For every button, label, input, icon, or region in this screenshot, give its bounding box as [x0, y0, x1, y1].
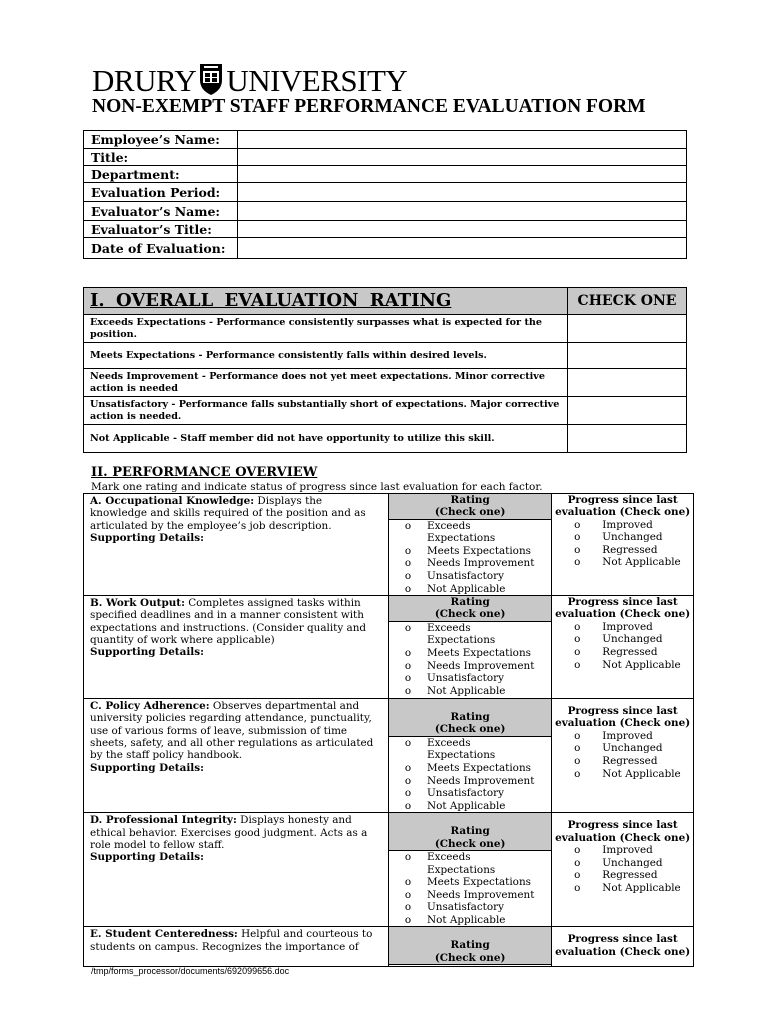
rating-option-label: Not Applicable: [427, 913, 506, 926]
progress-cell: [552, 494, 694, 596]
rating-option[interactable]: [389, 583, 551, 596]
radio-bullet-icon[interactable]: o: [404, 582, 412, 595]
rating-header: [389, 699, 551, 737]
rating-option[interactable]: [389, 520, 551, 533]
radio-bullet-icon[interactable]: o: [404, 569, 412, 582]
factor-row: [84, 813, 694, 927]
rating-option[interactable]: [389, 557, 551, 570]
progress-option-label: Improved: [602, 620, 653, 633]
progress-option-label: Regressed: [602, 543, 658, 556]
info-label: Evaluator’s Name:: [84, 202, 238, 221]
overall-check-box[interactable]: [568, 315, 687, 343]
factor-title: C. Policy Adherence:: [90, 700, 210, 713]
progress-option[interactable]: [552, 519, 693, 532]
factor-row: [84, 699, 694, 813]
radio-bullet-icon[interactable]: o: [404, 901, 412, 914]
progress-header-line1: Progress since last: [567, 494, 678, 506]
rating-option-label: Unsatisfactory: [427, 672, 504, 685]
radio-bullet-icon[interactable]: o: [574, 556, 581, 569]
rating-option-label: Not Applicable: [427, 799, 506, 812]
info-value-field[interactable]: [238, 166, 687, 183]
rating-option[interactable]: [389, 532, 551, 545]
progress-header: [552, 699, 693, 730]
radio-bullet-icon[interactable]: o: [404, 659, 412, 672]
factor-text: Completes assigned tasks within specified deadlines and in a manner consistent with expectations and instructions. (Consider quality and quantity of work where applicable): [90, 597, 367, 647]
rating-header-line1: Rating: [450, 825, 490, 838]
rating-option-label: Expectations: [427, 863, 496, 876]
rating-option[interactable]: [389, 889, 551, 902]
rating-option[interactable]: [389, 864, 551, 877]
factor-description: [84, 927, 389, 967]
progress-cell: [552, 596, 694, 699]
progress-cell: [552, 813, 694, 927]
progress-option[interactable]: [552, 730, 693, 743]
rating-cell: [389, 596, 552, 699]
overall-check-box[interactable]: [568, 425, 687, 453]
progress-option-label: Unchanged: [602, 531, 663, 544]
progress-option[interactable]: [552, 633, 693, 646]
overall-rating-row: [84, 425, 687, 453]
progress-cell: [552, 927, 694, 967]
progress-option[interactable]: [552, 659, 693, 672]
overall-rating-label: Exceeds Expectations - Performance consistently surpasses what is expected for the position.: [84, 315, 568, 343]
progress-header-line2: evaluation (Check one): [555, 506, 691, 519]
radio-bullet-icon[interactable]: o: [404, 621, 412, 634]
progress-header: [552, 494, 693, 519]
rating-header-line2: (Check one): [434, 506, 506, 519]
info-label: Evaluator’s Title:: [84, 221, 238, 238]
progress-header-line1: Progress since last: [567, 705, 678, 718]
progress-option-label: Not Applicable: [602, 767, 681, 780]
factor-row: [84, 927, 694, 967]
progress-option-label: Improved: [602, 843, 653, 856]
info-value-field[interactable]: [238, 149, 687, 166]
rating-option-label: Meets Expectations: [427, 646, 531, 659]
radio-bullet-icon[interactable]: o: [404, 888, 412, 901]
rating-option-label: Meets Expectations: [427, 544, 531, 557]
progress-option-label: Regressed: [602, 645, 658, 658]
rating-option[interactable]: [389, 622, 551, 635]
info-value-field[interactable]: [238, 131, 687, 149]
employee-info-table: [83, 130, 687, 259]
progress-option[interactable]: [552, 755, 693, 768]
overall-rating-row: [84, 343, 687, 369]
info-label: Date of Evaluation:: [84, 238, 238, 259]
info-row: [84, 166, 687, 183]
info-value-field[interactable]: [238, 202, 687, 221]
info-label: Employee’s Name:: [84, 131, 238, 149]
rating-options: [389, 737, 551, 813]
factor-title: A. Occupational Knowledge:: [90, 495, 255, 507]
overall-rating-row: [84, 397, 687, 425]
progress-option[interactable]: [552, 869, 693, 882]
check-one-heading: CHECK ONE: [568, 288, 687, 315]
crest-icon: [198, 62, 224, 96]
radio-bullet-icon[interactable]: o: [574, 633, 581, 646]
progress-option-label: Regressed: [602, 754, 658, 767]
progress-header: [552, 813, 693, 844]
overall-rating-label: Needs Improvement - Performance does not yet meet expectations. Minor corrective action is needed: [84, 369, 568, 397]
radio-bullet-icon[interactable]: o: [574, 658, 581, 671]
radio-bullet-icon[interactable]: o: [574, 729, 581, 742]
radio-bullet-icon[interactable]: o: [404, 850, 412, 863]
progress-header-line2: evaluation (Check one): [555, 831, 691, 844]
performance-overview-note: Mark one rating and indicate status of progress since last evaluation for each factor.: [91, 481, 543, 493]
rating-option[interactable]: [389, 685, 551, 698]
factor-description: [84, 813, 389, 927]
radio-bullet-icon[interactable]: o: [574, 856, 581, 869]
rating-option-label: Needs Improvement: [427, 774, 535, 787]
progress-option[interactable]: [552, 621, 693, 634]
rating-cell: [389, 699, 552, 813]
performance-overview-heading: II. PERFORMANCE OVERVIEW: [91, 465, 318, 480]
rating-option[interactable]: [389, 545, 551, 558]
factor-text: Displays the knowledge and skills required of the position and as articulated by the employee’s job description.: [90, 495, 366, 532]
overall-rating-label: Meets Expectations - Performance consistently falls within desired levels.: [84, 343, 568, 369]
performance-factors-table: [83, 493, 694, 967]
factor-description: [84, 494, 389, 596]
logo-left-text: DRURY: [92, 63, 197, 98]
radio-bullet-icon[interactable]: o: [404, 557, 412, 570]
supporting-details-label: Supporting Details:: [90, 761, 204, 774]
supporting-details-label: Supporting Details:: [90, 646, 204, 659]
rating-options: [389, 622, 551, 698]
radio-bullet-icon[interactable]: o: [404, 876, 412, 889]
factor-row: [84, 494, 694, 596]
radio-bullet-icon[interactable]: o: [574, 543, 581, 556]
progress-option[interactable]: [552, 844, 693, 857]
rating-options: [389, 851, 551, 927]
rating-option-label: Needs Improvement: [427, 888, 535, 901]
radio-bullet-icon[interactable]: o: [574, 620, 581, 633]
radio-bullet-icon[interactable]: o: [574, 843, 581, 856]
factor-text: Helpful and courteous to students on campus. Recognizes the importance of: [90, 928, 373, 953]
rating-option-label: Unsatisfactory: [427, 787, 504, 800]
factor-text: Displays honesty and ethical behavior. Exercises good judgment. Acts as a role model to fellow staff.: [90, 814, 368, 851]
progress-option[interactable]: [552, 646, 693, 659]
progress-option-label: Unchanged: [602, 856, 663, 869]
rating-option-label: Meets Expectations: [427, 876, 531, 889]
radio-bullet-icon[interactable]: o: [404, 913, 412, 926]
rating-header: [389, 927, 551, 965]
progress-header-line2: evaluation (Check one): [555, 608, 691, 621]
progress-header: [552, 927, 693, 958]
progress-options: [552, 730, 693, 780]
radio-bullet-icon[interactable]: o: [404, 787, 412, 800]
overall-rating-row: [84, 315, 687, 343]
radio-bullet-icon[interactable]: o: [404, 646, 412, 659]
rating-option-label: Exceeds: [427, 621, 471, 634]
rating-option[interactable]: [389, 762, 551, 775]
rating-option-label: Needs Improvement: [427, 557, 535, 570]
rating-option-label: Unsatisfactory: [427, 901, 504, 914]
progress-option-label: Improved: [602, 729, 653, 742]
info-row: [84, 183, 687, 202]
rating-options: [389, 520, 551, 596]
rating-option[interactable]: [389, 914, 551, 927]
logo-right-text: UNIVERSITY: [226, 63, 408, 98]
supporting-details-label: Supporting Details:: [90, 531, 204, 544]
rating-option-label: Expectations: [427, 532, 496, 545]
radio-bullet-icon[interactable]: o: [404, 761, 412, 774]
rating-option[interactable]: [389, 775, 551, 788]
rating-option[interactable]: [389, 800, 551, 813]
radio-bullet-icon[interactable]: o: [404, 684, 412, 697]
rating-header: [389, 813, 551, 851]
overall-check-box[interactable]: [568, 369, 687, 397]
rating-header-line1: Rating: [450, 494, 490, 506]
radio-bullet-icon[interactable]: o: [574, 742, 581, 755]
factor-row: [84, 596, 694, 699]
rating-option-label: Expectations: [427, 749, 496, 762]
progress-option[interactable]: [552, 531, 693, 544]
progress-options: [552, 621, 693, 671]
progress-header-line1: Progress since last: [567, 819, 678, 832]
rating-option-label: Unsatisfactory: [427, 569, 504, 582]
rating-header-line2: (Check one): [434, 837, 506, 850]
university-logo: [92, 56, 407, 96]
rating-header-line2: (Check one): [434, 608, 506, 621]
factor-title: E. Student Centeredness:: [90, 928, 238, 941]
rating-option[interactable]: [389, 660, 551, 673]
info-row: [84, 131, 687, 149]
info-row: [84, 149, 687, 166]
info-label: Department:: [84, 166, 238, 183]
radio-bullet-icon[interactable]: o: [574, 645, 581, 658]
info-value-field[interactable]: [238, 183, 687, 202]
factor-description: [84, 596, 389, 699]
rating-option[interactable]: [389, 901, 551, 914]
overall-heading: I. OVERALL EVALUATION RATING: [84, 288, 568, 315]
progress-cell: [552, 699, 694, 813]
progress-options: [552, 519, 693, 569]
radio-bullet-icon[interactable]: o: [404, 544, 412, 557]
overall-check-box[interactable]: [568, 343, 687, 369]
progress-option-label: Not Applicable: [602, 556, 681, 569]
rating-option[interactable]: [389, 876, 551, 889]
rating-option-label: Exceeds: [427, 850, 471, 863]
radio-bullet-icon[interactable]: o: [404, 736, 412, 749]
rating-option-label: Meets Expectations: [427, 761, 531, 774]
rating-option-label: Not Applicable: [427, 582, 506, 595]
rating-cell: [389, 927, 552, 967]
radio-bullet-icon[interactable]: o: [574, 881, 581, 894]
factor-title: D. Professional Integrity:: [90, 814, 237, 827]
factor-description: [84, 699, 389, 813]
rating-header-line1: Rating: [450, 711, 490, 724]
info-row: [84, 238, 687, 259]
radio-bullet-icon[interactable]: o: [574, 754, 581, 767]
supporting-details-label: Supporting Details:: [90, 851, 204, 864]
rating-option-label: Exceeds: [427, 736, 471, 749]
progress-option-label: Not Applicable: [602, 881, 681, 894]
rating-option[interactable]: [389, 787, 551, 800]
rating-header: [389, 494, 551, 520]
progress-option[interactable]: [552, 882, 693, 895]
progress-option-label: Not Applicable: [602, 658, 681, 671]
info-value-field[interactable]: [238, 238, 687, 259]
factor-text: Observes departmental and university policies regarding attendance, punctuality, use of various forms of leave, submission of time sheets, safety, and all other regulations as articulated by the staff policy handbook.: [90, 700, 374, 762]
radio-bullet-icon[interactable]: o: [574, 869, 581, 882]
rating-cell: [389, 494, 552, 596]
rating-cell: [389, 813, 552, 927]
radio-bullet-icon[interactable]: o: [404, 774, 412, 787]
progress-header-line2: evaluation (Check one): [555, 717, 691, 730]
info-value-field[interactable]: [238, 221, 687, 238]
radio-bullet-icon[interactable]: o: [404, 799, 412, 812]
progress-header: [552, 596, 693, 621]
rating-option-label: Exceeds: [427, 519, 471, 532]
rating-header-line2: (Check one): [434, 951, 506, 964]
progress-option[interactable]: [552, 857, 693, 870]
rating-option-label: Needs Improvement: [427, 659, 535, 672]
overall-rating-label: Not Applicable - Staff member did not have opportunity to utilize this skill.: [84, 425, 568, 453]
radio-bullet-icon[interactable]: o: [574, 531, 581, 544]
progress-header-line2: evaluation (Check one): [555, 945, 691, 958]
overall-rating-table: [83, 287, 687, 453]
rating-option[interactable]: [389, 737, 551, 750]
rating-option[interactable]: [389, 647, 551, 660]
rating-header-line1: Rating: [450, 596, 490, 609]
rating-header-line1: Rating: [450, 939, 490, 952]
progress-option-label: Unchanged: [602, 742, 663, 755]
progress-option[interactable]: [552, 556, 693, 569]
info-label: Title:: [84, 149, 238, 166]
rating-option[interactable]: [389, 672, 551, 685]
progress-option[interactable]: [552, 544, 693, 557]
progress-option-label: Regressed: [602, 869, 658, 882]
progress-header-line1: Progress since last: [567, 596, 678, 609]
progress-options: [552, 844, 693, 894]
progress-option-label: Unchanged: [602, 633, 663, 646]
progress-header-line1: Progress since last: [567, 933, 678, 946]
footer-path: /tmp/forms_processor/documents/692099656.doc: [91, 966, 290, 976]
rating-option[interactable]: [389, 851, 551, 864]
radio-bullet-icon[interactable]: o: [574, 518, 581, 531]
rating-option-label: Not Applicable: [427, 684, 506, 697]
info-row: [84, 202, 687, 221]
overall-rating-row: [84, 369, 687, 397]
form-title: NON-EXEMPT STAFF PERFORMANCE EVALUATION FORM: [92, 96, 646, 117]
progress-option[interactable]: [552, 768, 693, 781]
info-row: [84, 221, 687, 238]
factor-title: B. Work Output:: [90, 597, 185, 610]
overall-check-box[interactable]: [568, 397, 687, 425]
rating-header-line2: (Check one): [434, 723, 506, 736]
radio-bullet-icon[interactable]: o: [574, 767, 581, 780]
overall-rating-label: Unsatisfactory - Performance falls substantially short of expectations. Major corrective action is needed.: [84, 397, 568, 425]
radio-bullet-icon[interactable]: o: [404, 519, 412, 532]
rating-option-label: Expectations: [427, 634, 496, 647]
rating-header: [389, 596, 551, 622]
progress-option[interactable]: [552, 742, 693, 755]
info-label: Evaluation Period:: [84, 183, 238, 202]
rating-option[interactable]: [389, 749, 551, 762]
rating-option[interactable]: [389, 634, 551, 647]
progress-option-label: Improved: [602, 518, 653, 531]
rating-option[interactable]: [389, 570, 551, 583]
radio-bullet-icon[interactable]: o: [404, 672, 412, 685]
